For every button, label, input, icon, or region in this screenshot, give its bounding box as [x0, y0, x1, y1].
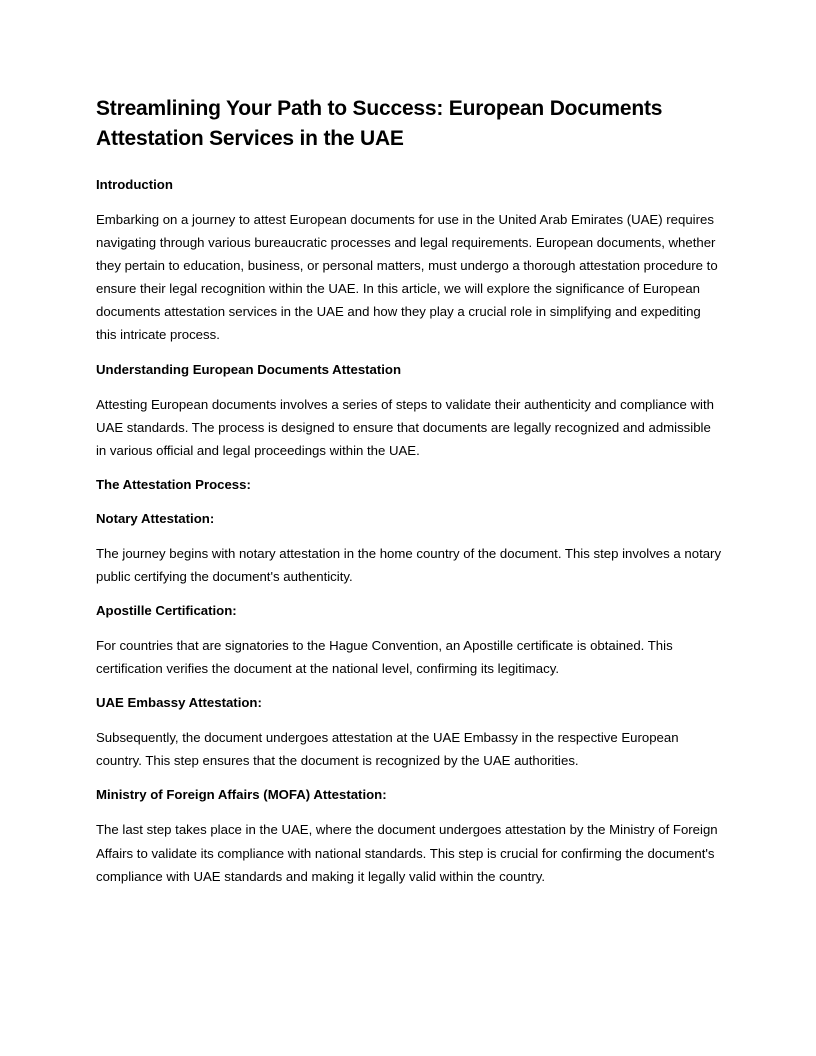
section-heading-understanding: Understanding European Documents Attestation	[96, 361, 402, 377]
section-body-mofa: The last step takes place in the UAE, where the document undergoes attestation by the Ministry of Foreign Affairs to validate its compliance with national standards. This step is crucial for confirming the document's compliance with UAE standards and making it legally valid within the country.	[96, 822, 718, 884]
document-page	[96, 94, 722, 900]
section-heading-notary: Notary Attestation:	[96, 510, 215, 526]
section-heading-uae-embassy: UAE Embassy Attestation:	[96, 695, 262, 711]
section-body-understanding: Attesting European documents involves a series of steps to validate their authenticity and compliance with UAE standards. The process is designed to ensure that documents are legally recognized and admissible in various official and legal proceedings within the UAE.	[96, 396, 714, 458]
section-heading-apostille: Apostille Certification:	[96, 603, 237, 619]
section-body-uae-embassy: Subsequently, the document undergoes attestation at the UAE Embassy in the respective European country. This step ensures that the document is recognized by the UAE authorities.	[96, 730, 679, 769]
section-body-introduction: Embarking on a journey to attest European documents for use in the United Arab Emirates (UAE) requires navigating through various bureaucratic processes and legal requirements. European documents, whether they pertain to education, business, or personal matters, must undergo a thorough attestation procedure to ensure their legal recognition within the UAE. In this article, we will explore the significance of European documents attestation services in the UAE and how they play a crucial role in simplifying and expediting this intricate process.	[96, 212, 718, 343]
section-heading-attestation-process: The Attestation Process:	[96, 476, 251, 492]
section-body-notary: The journey begins with notary attestation in the home country of the document. This step involves a notary public certifying the document's authenticity.	[96, 545, 722, 584]
section-heading-introduction: Introduction	[96, 177, 173, 192]
document-title: Streamlining Your Path to Success: European Documents Attestation Services in the UAE	[96, 97, 663, 150]
section-heading-mofa: Ministry of Foreign Affairs (MOFA) Attestation:	[96, 787, 387, 803]
section-body-apostille: For countries that are signatories to the Hague Convention, an Apostille certificate is obtained. This certification verifies the document at the national level, confirming its legitimacy.	[96, 638, 673, 677]
